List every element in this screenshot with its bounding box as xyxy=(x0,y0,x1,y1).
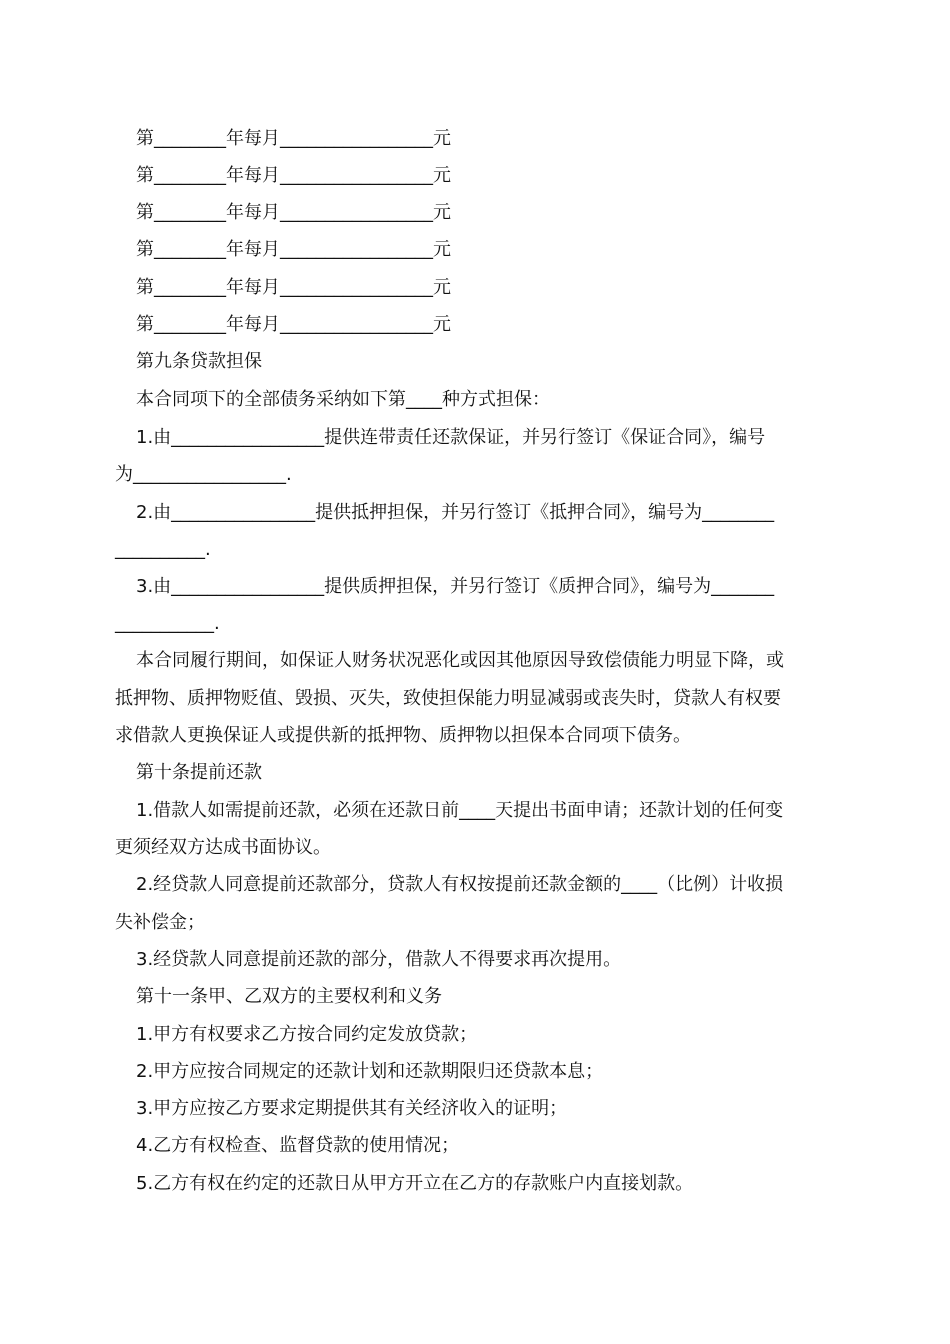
article-11-item-3: 3.甲方应按乙方要求定期提供其有关经济收入的证明； xyxy=(136,1098,568,1119)
schedule-row-1: 第________年每月_________________元 xyxy=(136,128,451,149)
article-11-title: 第十一条甲、乙双方的主要权利和义务 xyxy=(136,986,442,1007)
schedule-row-5: 第________年每月_________________元 xyxy=(136,277,451,298)
article-9-intro: 本合同项下的全部债务采纳如下第____种方式担保： xyxy=(136,389,550,410)
article-9-item-1-cont: 为_________________. xyxy=(115,464,292,485)
schedule-row-2: 第________年每月_________________元 xyxy=(136,165,451,186)
article-9-title: 第九条贷款担保 xyxy=(136,351,262,372)
article-11-item-5: 5.乙方有权在约定的还款日从甲方开立在乙方的存款账户内直接划款。 xyxy=(136,1173,694,1194)
article-10-item-1-cont: 更须经双方达成书面协议。 xyxy=(115,837,331,858)
schedule-row-3: 第________年每月_________________元 xyxy=(136,202,451,223)
schedule-row-4: 第________年每月_________________元 xyxy=(136,239,451,260)
article-9-item-2-cont: __________. xyxy=(115,539,211,560)
article-9-paragraph-line-1: 本合同履行期间，如保证人财务状况恶化或因其他原因导致偿债能力明显下降，或 xyxy=(136,650,784,671)
article-10-item-1: 1.借款人如需提前还款，必须在还款日前____天提出书面申请；还款计划的任何变 xyxy=(136,800,784,821)
article-9-paragraph-line-2: 抵押物、质押物贬值、毁损、灭失，致使担保能力明显减弱或丧失时，贷款人有权要 xyxy=(115,688,781,709)
article-10-item-2-cont: 失补偿金； xyxy=(115,912,205,933)
article-10-title: 第十条提前还款 xyxy=(136,762,262,783)
article-10-item-3: 3.经贷款人同意提前还款的部分，借款人不得要求再次提用。 xyxy=(136,949,622,970)
article-11-item-2: 2.甲方应按合同规定的还款计划和还款期限归还贷款本息； xyxy=(136,1061,604,1082)
article-9-item-3-cont: ___________. xyxy=(115,613,220,634)
article-11-item-4: 4.乙方有权检查、监督贷款的使用情况； xyxy=(136,1135,460,1156)
article-9-item-1: 1.由_________________提供连带责任还款保证，并另行签订《保证合同》，编号 xyxy=(136,427,766,448)
article-11-item-1: 1.甲方有权要求乙方按合同约定发放贷款； xyxy=(136,1024,478,1045)
article-9-item-2: 2.由________________提供抵押担保，并另行签订《抵押合同》，编号为________ xyxy=(136,502,775,523)
article-10-item-2: 2.经贷款人同意提前还款部分，贷款人有权按提前还款金额的____（比例）计收损 xyxy=(136,874,784,895)
article-9-item-3: 3.由_________________提供质押担保，并另行签订《质押合同》，编号为_______ xyxy=(136,576,775,597)
schedule-row-6: 第________年每月_________________元 xyxy=(136,314,451,335)
article-9-paragraph-line-3: 求借款人更换保证人或提供新的抵押物、质押物以担保本合同项下债务。 xyxy=(115,725,691,746)
